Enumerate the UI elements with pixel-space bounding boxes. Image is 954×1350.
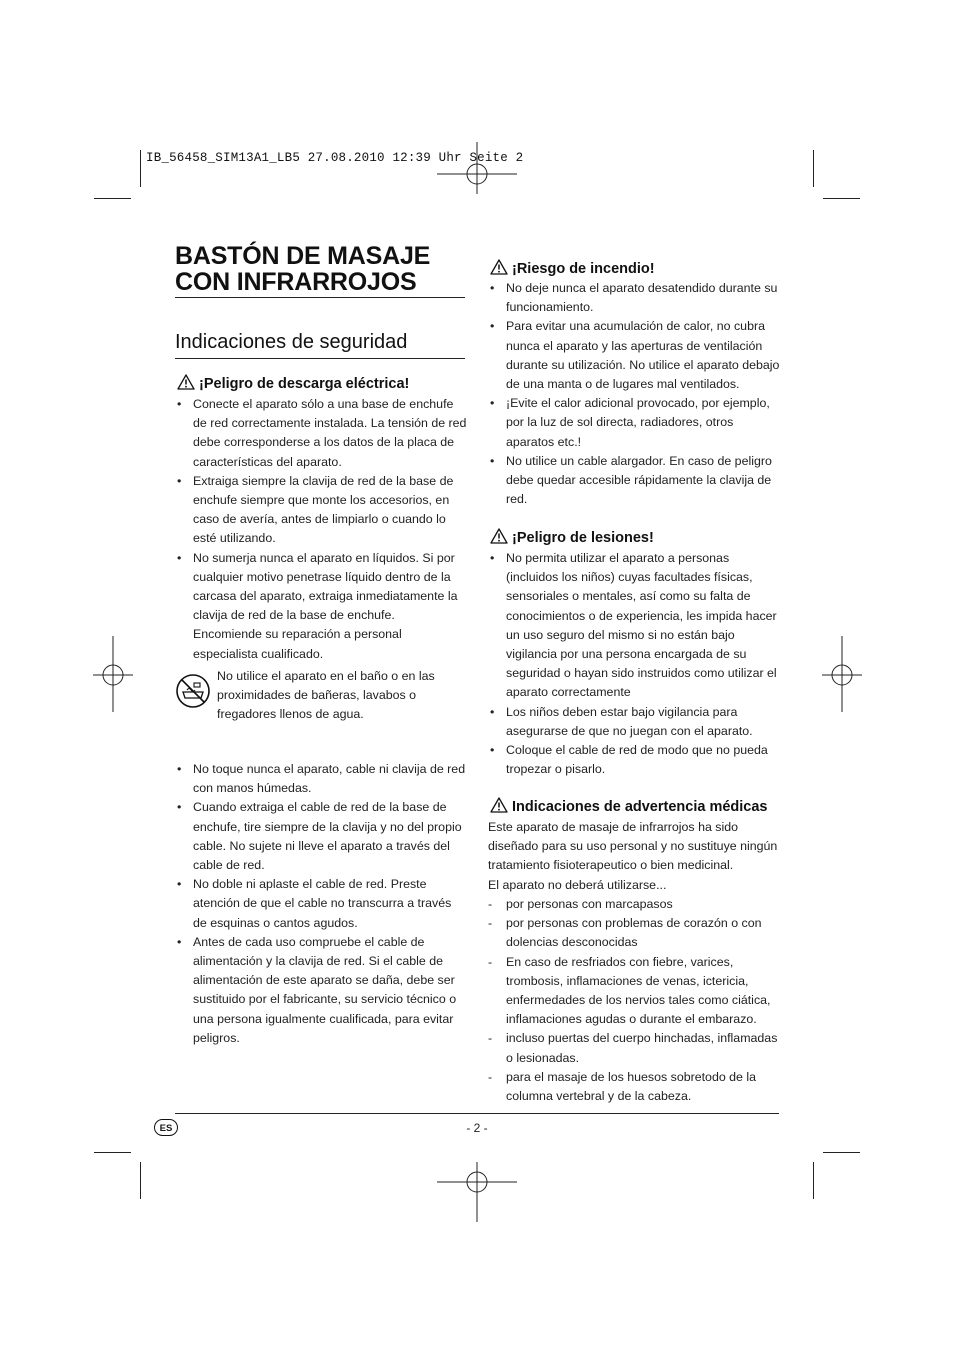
page-number: - 2 - [466,1121,488,1135]
registration-mark-icon [822,636,862,716]
medical-lead: El aparato no deberá utilizarse... [488,878,667,892]
list-item: - por personas con marcapasos [488,895,780,914]
medical-contraindications-list [488,895,780,1106]
list-item: • Los niños deben estar bajo vigilancia para asegurarse de que no juegan con el aparato. [488,703,780,741]
section-divider [175,358,465,359]
list-item: • No deje nunca el aparato desatendido durante su funcionamiento. [488,279,780,317]
registration-mark-icon [437,1142,517,1222]
registration-mark-icon [437,134,517,214]
list-item: • Coloque el cable de red de modo que no pueda tropezar o pisarlo. [488,741,780,779]
warning-triangle-icon [177,374,195,390]
section-title: Indicaciones de seguridad [175,331,408,353]
list-item: • No sumerja nunca el aparato en líquidos. Si por cualquier motivo penetrase líquido dentro de la carcasa del aparato, extraiga inmediatamente la clavija de red de la base de enchufe. Encomiende su reparación a personal especialista cualificado. [175,549,467,664]
crop-mark [94,1152,131,1153]
no-bath-icon [175,673,211,709]
electric-shock-heading [177,374,409,392]
list-item: • Cuando extraiga el cable de red de la base de enchufe, tire siempre de la clavija y no del propio cable. No sujete ni lleve el aparato a través del cable de red. [175,798,467,875]
registration-mark-icon [93,636,133,716]
warning-triangle-icon [490,528,508,544]
electric-shock-heading-text: ¡Peligro de descarga eléctrica! [199,376,410,392]
list-item: - incluso puertas del cuerpo hinchadas, inflamadas o lesionadas. [488,1029,780,1067]
fire-risk-list [488,279,780,509]
list-item: • Extraiga siempre la clavija de red de la base de enchufe siempre que monte los accesorios, en caso de avería, antes de limpiarlo o cuando lo esté utilizando. [175,472,467,549]
list-item: - En caso de resfriados con fiebre, varices, trombosis, inflamaciones de venas, ictericia, enfermedades de los nervios tales como ciática, inflamaciones agudas o durante el embarazo. [488,953,780,1030]
crop-mark [94,198,131,199]
page-title: BASTÓN DE MASAJE CON INFRARROJOS [175,242,431,296]
electric-shock-list [175,395,467,664]
crop-mark [140,150,141,187]
list-item: • Antes de cada uso compruebe el cable de alimentación y la clavija de red. Si el cable de alimentación de este aparato se daña, debe ser sustituido por el fabricante, su servicio técnico o una persona igualmente cualificada, para evitar peligros. [175,933,467,1048]
medical-intro: Este aparato de masaje de infrarrojos ha sido diseñado para su uso personal y no sustituye ningún tratamiento fisioterapeutico o bien medicinal. [488,820,778,873]
injury-list [488,549,780,779]
fire-risk-heading-text: ¡Riesgo de incendio! [512,261,655,277]
injury-heading-text: ¡Peligro de lesiones! [512,530,654,546]
medical-warnings-heading [490,797,767,815]
crop-mark [813,1162,814,1199]
list-item: • No toque nunca el aparato, cable ni clavija de red con manos húmedas. [175,760,467,798]
print-slug: IB_56458_SIM13A1_LB5 27.08.2010 12:39 Uhr Seite 2 [146,151,524,165]
list-item: • No permita utilizar el aparato a personas (incluidos los niños) cuyas facultades físicas, sensoriales o mentales, así como su falta de conocimientos o de experiencia, les impida hacer un uso seguro del mismo si no están bajo vigilancia por una persona encargada de su seguridad o hayan sido instruidos como utilizar el aparato correctamente [488,549,780,703]
warning-triangle-icon [490,797,508,813]
footer-divider [175,1113,779,1114]
crop-mark [813,150,814,187]
list-item: • Conecte el aparato sólo a una base de enchufe de red correctamente instalada. La tensión de red debe corresponderse a los datos de la placa de características del aparato. [175,395,467,472]
fire-risk-heading [490,259,655,277]
electric-shock-list-continued [175,760,467,1048]
bath-warning-text: No utilice el aparato en el baño o en las proximidades de bañeras, lavabos o fregadores llenos de agua. [217,669,435,722]
crop-mark [823,198,860,199]
crop-mark [823,1152,860,1153]
list-item: • Para evitar una acumulación de calor, no cubra nunca el aparato y las aperturas de ventilación durante su utilización. No utilice el aparato debajo de una manta o de lugares mal ventilados. [488,317,780,394]
title-divider [175,297,465,298]
injury-heading [490,528,654,546]
list-item: • ¡Evite el calor adicional provocado, por ejemplo, por la luz de sol directa, radiadores, otros aparatos etc.! [488,394,780,452]
list-item: - por personas con problemas de corazón o con dolencias desconocidas [488,914,780,952]
crop-mark [140,1162,141,1199]
list-item: • No utilice un cable alargador. En caso de peligro debe quedar accesible rápidamente la clavija de red. [488,452,780,510]
list-item: • No doble ni aplaste el cable de red. Preste atención de que el cable no transcurra a través de esquinas o cantos agudos. [175,875,467,933]
warning-triangle-icon [490,259,508,275]
language-badge: ES [154,1119,178,1136]
medical-warnings-heading-text: Indicaciones de advertencia médicas [512,799,768,815]
list-item: - para el masaje de los huesos sobretodo de la columna vertebral y de la cabeza. [488,1068,780,1106]
